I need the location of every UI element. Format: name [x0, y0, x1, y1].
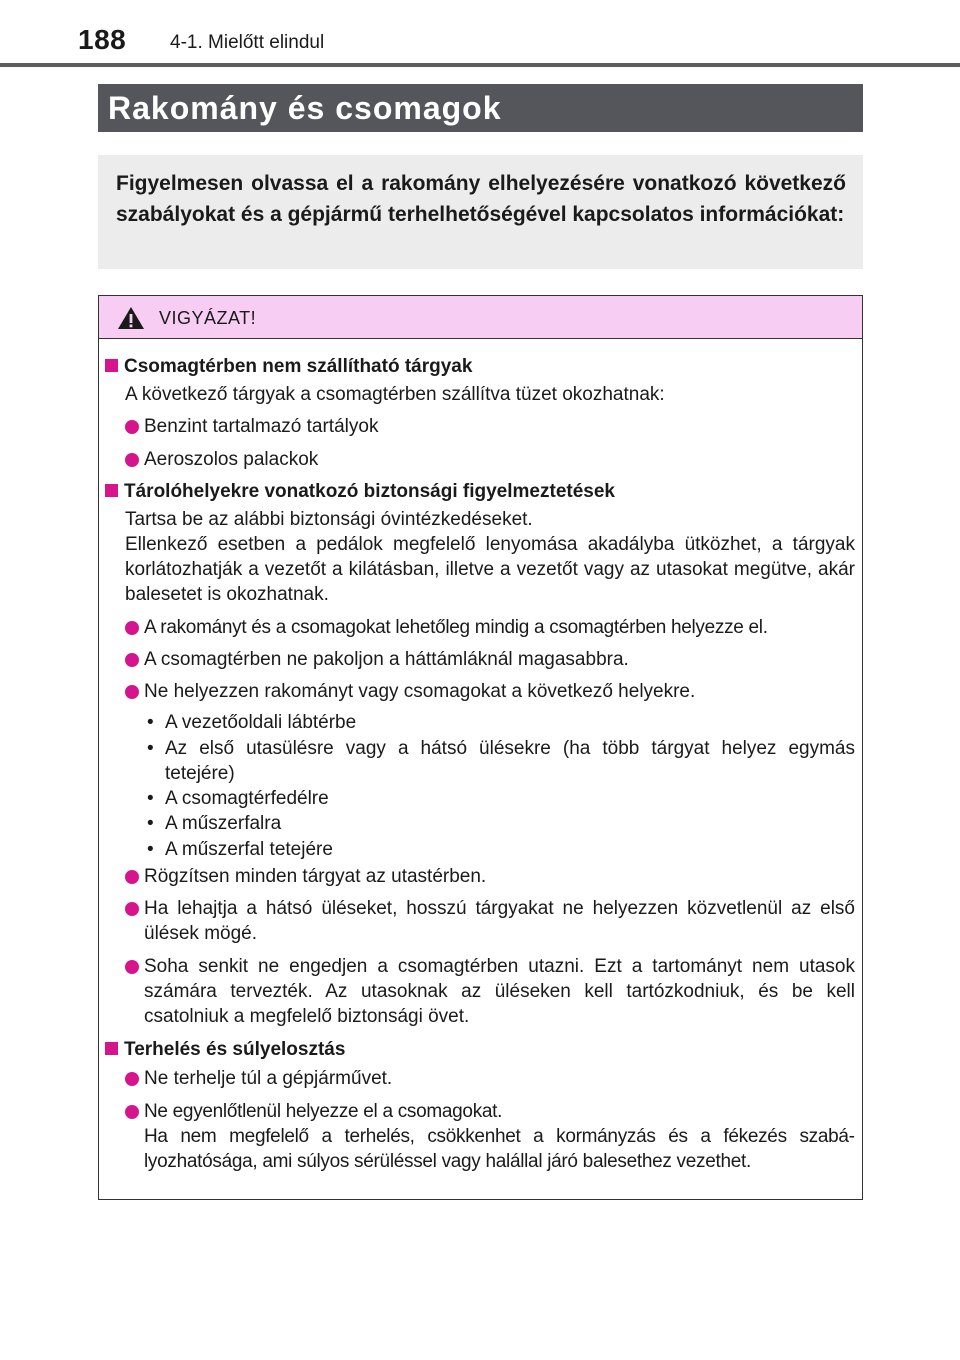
bullet-dot-icon	[125, 685, 139, 699]
bullet-dot-icon	[125, 1072, 139, 1086]
warning-box	[98, 295, 863, 1200]
sub-list-item: • Az első utasülésre vagy a hátsó ülésekre (ha több tárgyat helyez egymás tetejére)	[147, 738, 855, 784]
square-bullet-icon	[105, 484, 118, 497]
sub-list-item: • A műszerfalra	[147, 813, 282, 834]
section-text: A következő tárgyak a csomagtérben szállítva tüzet okozhatnak:	[125, 384, 665, 405]
intro-box	[98, 155, 863, 269]
bullet-dot-icon	[125, 621, 139, 635]
bullet-dot-icon	[125, 420, 139, 434]
warning-header	[99, 296, 862, 339]
list-item: Ne helyezzen rakományt vagy csomagokat a következő helyekre.	[125, 679, 855, 704]
bullet-dot-icon	[125, 453, 139, 467]
list-item: Ha lehajtja a hátsó üléseket, hosszú tárgyakat ne helyezzen közvetlenül az első ülések mögé.	[125, 896, 855, 946]
page-number: 188	[78, 24, 127, 55]
intro-text: Figyelmesen olvassa el a rakomány elhelyezésére vonatkozó következő szabályokat és a gépjármű terhelhetőségével kapcsolatos információkat:	[116, 172, 846, 226]
list-item: Ne terhelje túl a gépjárművet.	[125, 1066, 855, 1091]
section-title-bar	[98, 84, 863, 132]
list-item: Ne egyenlőtlenül helyezze el a csomagokat. Ha nem megfelelő a terhelés, csökkenhet a kormányzás és a fékezés szabályozhatósága, ami súlyos sérüléssel vagy halállal járó balesethez vezethet.	[125, 1099, 855, 1174]
header-rule	[0, 63, 960, 67]
sub-list-item: • A vezetőoldali lábtérbe	[147, 712, 357, 733]
square-bullet-icon	[105, 359, 118, 372]
bullet-dot-icon	[125, 960, 139, 974]
bullet-dot-icon	[125, 653, 139, 667]
bullet-dot-icon	[125, 902, 139, 916]
square-bullet-icon	[105, 1042, 118, 1055]
bullet-dot-icon	[125, 870, 139, 884]
section-heading: Csomagtérben nem szállítható tárgyak	[105, 354, 472, 379]
warning-label: VIGYÁZAT!	[159, 308, 257, 328]
warning-triangle-icon	[117, 306, 145, 330]
section-title: Rakomány és csomagok	[108, 90, 502, 126]
sub-list-item: • A műszerfal tetejére	[147, 839, 333, 860]
section-heading: Tárolóhelyekre vonatkozó biztonsági figyelmeztetések	[105, 479, 615, 504]
page-header	[0, 0, 960, 68]
list-item: Soha senkit ne engedjen a csomagtérben utazni. Ezt a tartományt nem utasok számára tervezték. Az utasoknak az üléseken kell tartózkodniuk, és be kell csatolniuk a megfelelő biztonsági övet.	[125, 954, 855, 1029]
list-item: A rakományt és a csomagokat lehetőleg mindig a csomagtérben helyezze el.	[125, 615, 855, 640]
section-heading: Terhelés és súlyelosztás	[105, 1037, 345, 1062]
list-item: Aeroszolos palackok	[125, 447, 855, 472]
section-text: Tartsa be az alábbi biztonsági óvintézkedéseket. Ellenkező esetben a pedálok megfelelő lenyomása akadályba ütközhet, a tárgyak korlátozhatják a vezetőt a kilátásban, illetve a vezetőt vagy az utasokat megütve, akár balesetet is okozhatnak.	[125, 509, 855, 605]
list-item: Rögzítsen minden tárgyat az utastérben.	[125, 864, 855, 889]
sub-list-item: • A csomagtérfedélre	[147, 788, 329, 809]
bullet-dot-icon	[125, 1105, 139, 1119]
list-item: Benzint tartalmazó tartályok	[125, 414, 855, 439]
list-item: A csomagtérben ne pakoljon a háttámláknál magasabbra.	[125, 647, 855, 672]
chapter-title: 4-1. Mielőtt elindul	[170, 32, 325, 53]
